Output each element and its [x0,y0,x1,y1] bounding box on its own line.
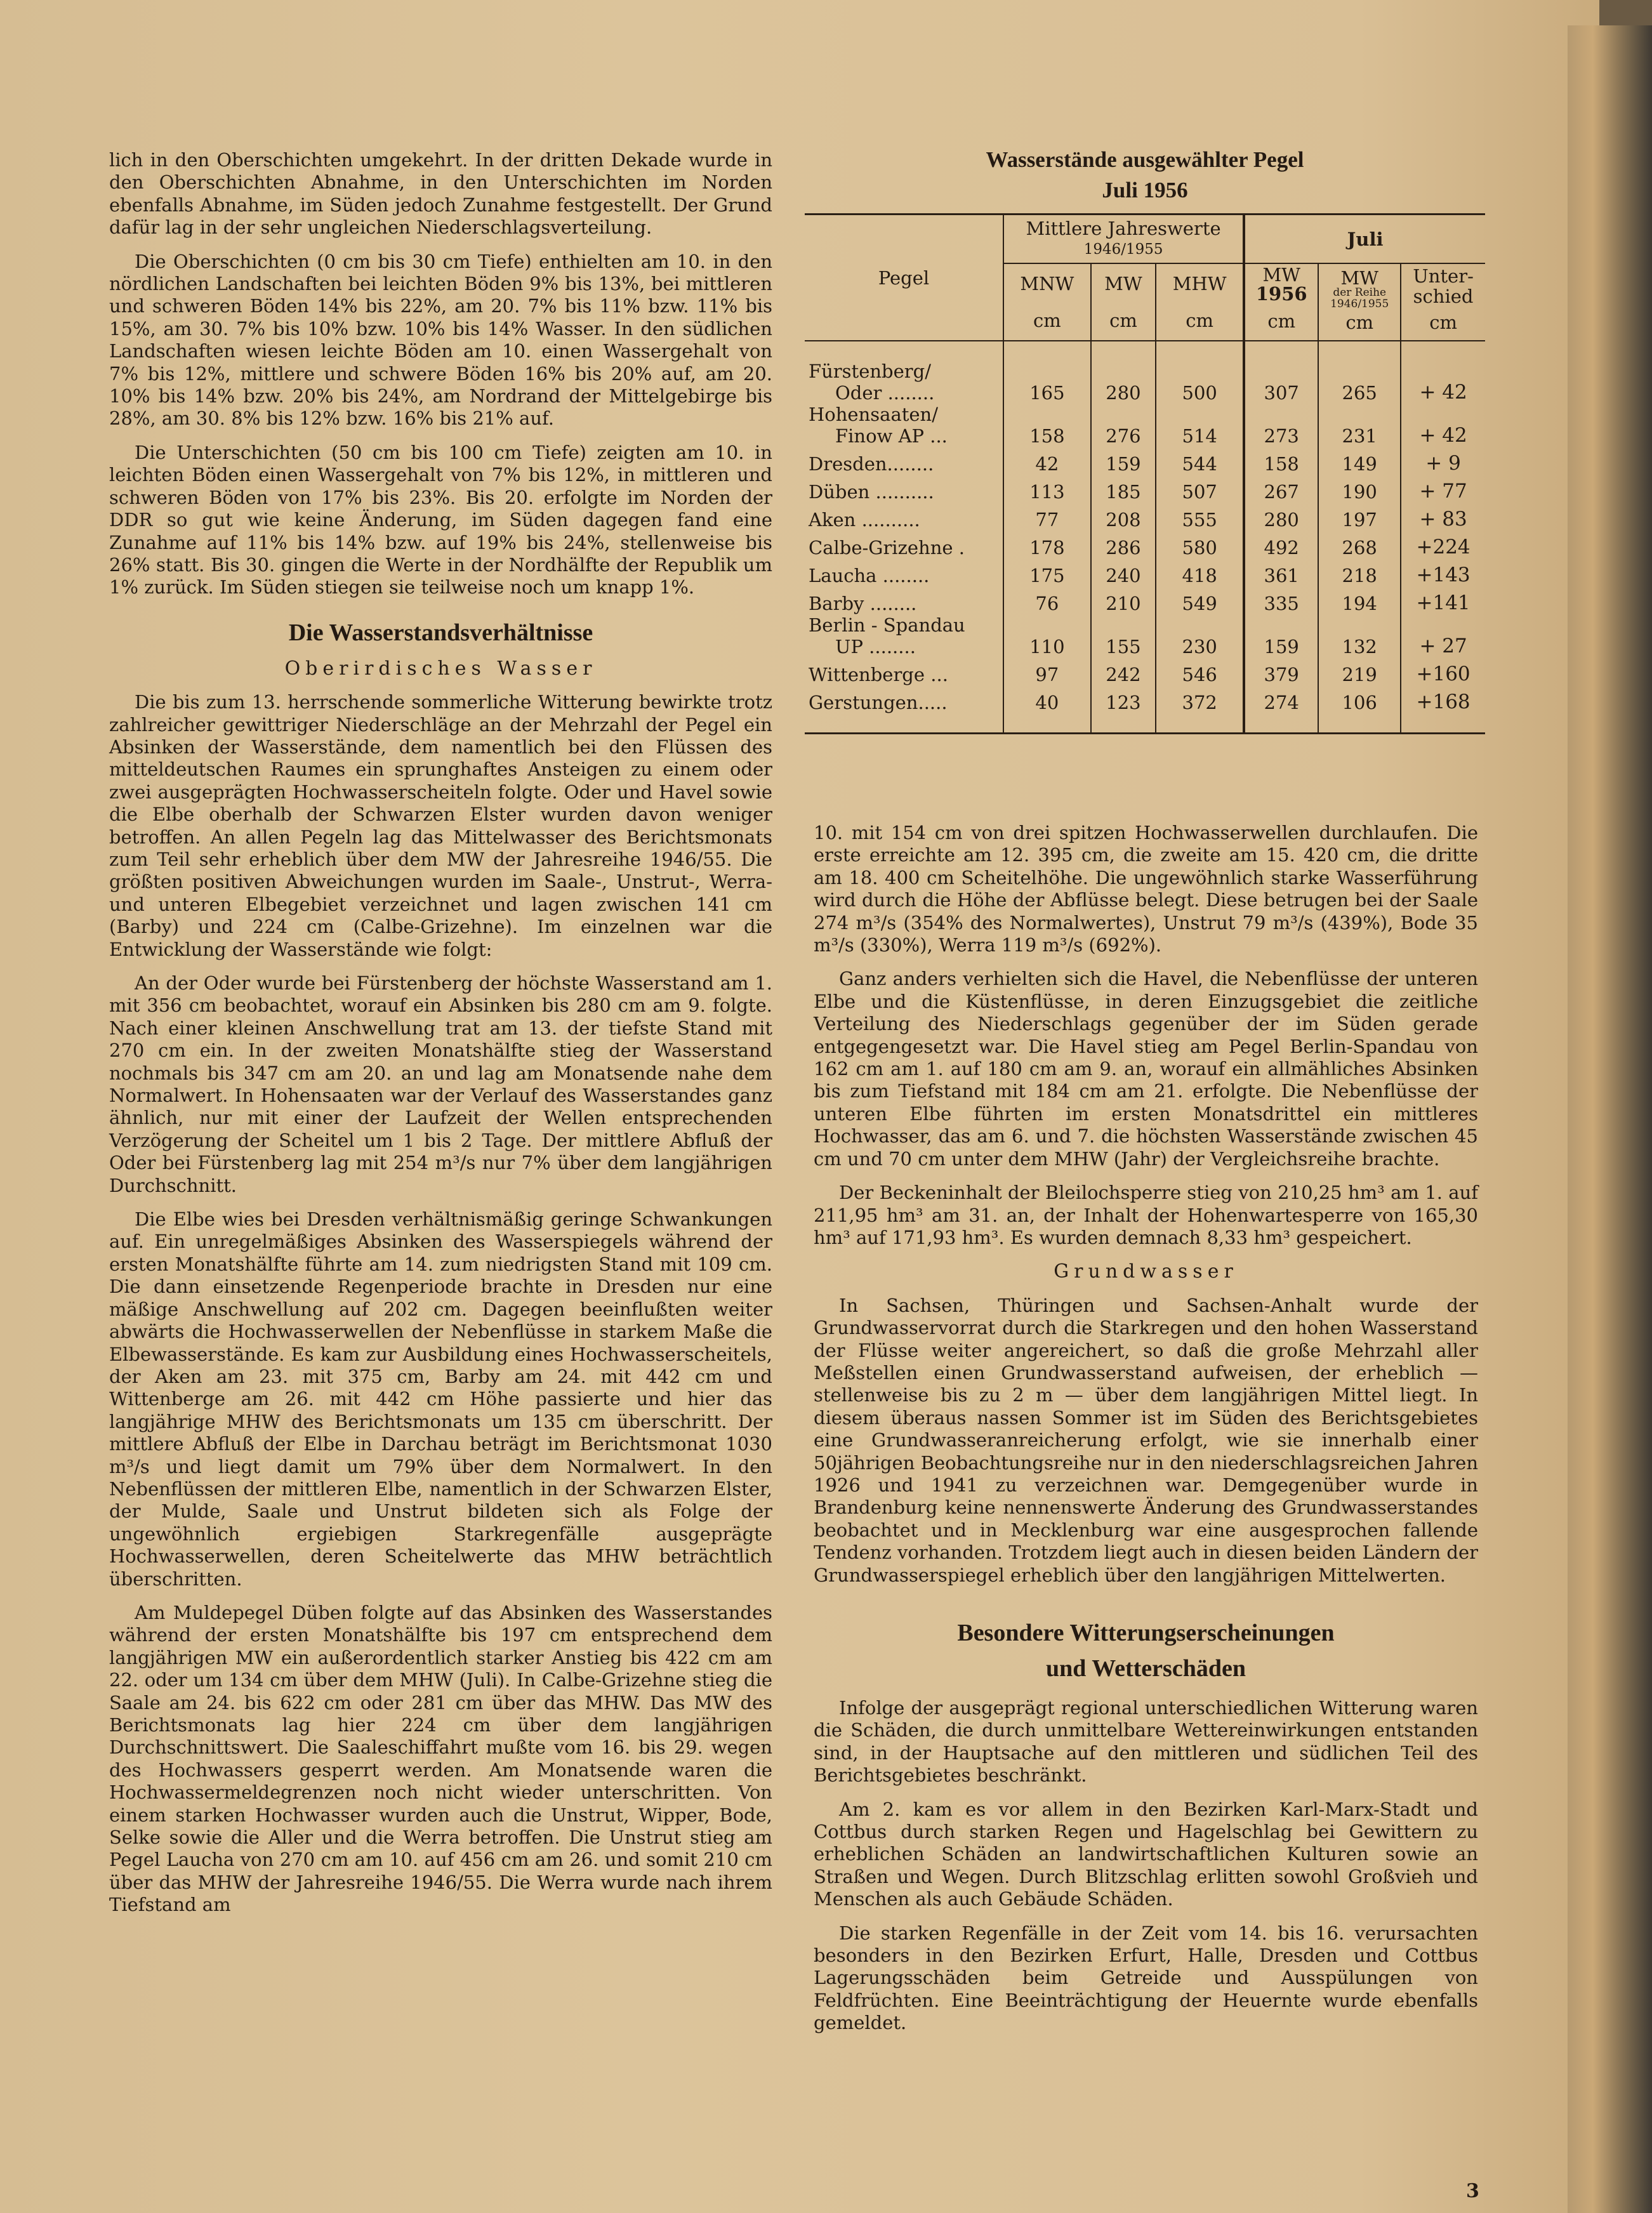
pegel-name: Calbe-Grizehne . [809,537,965,558]
pegel-cell [805,685,1003,734]
mw-cell: 185 [1091,475,1156,503]
header-pegel: Pegel [805,215,1003,341]
mw-reihe-cell: 106 [1318,685,1401,734]
pegel-name: Düben .......... [809,481,934,503]
water-level-table-block [805,145,1485,734]
table-row [805,558,1485,586]
mw-cell: 280 [1091,341,1156,404]
paragraph: Am 2. kam es vor allem in den Bezirken Karl-Marx-Stadt und Cottbus durch starken Regen und Hagelschlag bei Gewittern zu erheblichen Schäden an landwirtschaftlichen Kulturen sowie an Straßen und Wegen. Durch Blitzschlag erlitten sowohl Großvieh und Menschen als auch Gebäude Schäden. [814,1798,1478,1910]
header-mw-reihe [1318,263,1401,341]
paragraph: Die Elbe wies bei Dresden verhältnismäßig geringe Schwankungen auf. Ein unregelmäßiges Absinken des Wasserspiegels während der ersten Monatshälfte führte am 14. zum niedrigsten Stand mit 109 cm. Die dann einsetzende Regenperiode brachte in Dresden nur eine mäßige Anschwellung auf 202 cm. Dagegen beeinflußten weiter abwärts die Hochwasserwellen der Nebenflüsse in starkem Maße die Elbewasserstände. Es kam zur Ausbildung eines Hochwasserscheitels, der Aken am 23. mit 375 cm, Barby am 24. mit 442 cm und Wittenberge am 26. mit 442 cm Höhe passierte und hier das langjährige MHW des Berichtsmonats um 135 cm überschritt. Der mittlere Abfluß der Elbe in Darchau beträgt im Berichtsmonat 1030 m³/s und liegt damit um 79% über dem Normalwert. In den Nebenflüssen der mittleren Elbe, namentlich in der Schwarzen Elster, der Mulde, Saale und Unstrut bildeten sich als Folge der ungewöhnlich ergiebigen Starkregenfälle ausgeprägte Hochwasserwellen, deren Scheitelwerte das MHW beträchtlich überschritten. [109,1208,772,1590]
header-group-annual-years: 1946/1955 [1083,241,1163,258]
header-mw-1956-year: 1956 [1255,283,1307,305]
header-group-annual [1003,215,1244,264]
section-subheading: Grundwasser [1054,1260,1238,1283]
book-binding-edge [1568,25,1652,2213]
header-unit: cm [1429,312,1457,333]
header-unit: cm [1267,310,1296,332]
pegel-cell [805,475,1003,503]
paragraph: Am Muldepegel Düben folgte auf das Absinken des Wasserstandes während der ersten Monatshälfte bis 197 cm entsprechend dem langjährigen MW ein außerordentlich starker Anstieg bis 422 cm am 22. oder um 134 cm über dem MHW (Juli). In Calbe-Grizehne stieg die Saale am 24. bis 622 cm oder 281 cm über das MHW. Das MW des Berichtsmonats lag hier 224 cm über dem langjährigen Durchschnittswert. Die Saaleschiffahrt mußte vom 16. bis 29. wegen des Hochwassers gesperrt werden. Am Monatsende waren die Hochwassermeldegrenzen noch nicht wieder unterschritten. Von einem starken Hochwasser wurden auch die Unstrut, Wipper, Bode, Selke sowie die Aller und die Werra betroffen. Die Unstrut stieg am Pegel Laucha von 270 cm am 10. auf 456 cm am 26. und somit 210 cm über das MHW der Jahresreihe 1946/55. Die Werra wurde nach ihrem Tiefstand am [109,1601,772,1916]
table-row [805,531,1485,558]
pegel-name: Barby ........ [809,593,917,614]
mw-reihe-cell: 231 [1318,404,1401,447]
mnw-cell: 158 [1003,404,1091,447]
mw-reihe-cell: 197 [1318,503,1401,531]
section-heading-line2: und Wetterschäden [1046,1655,1246,1682]
table-row [805,586,1485,614]
mw-1956-cell: 335 [1244,586,1318,614]
table-row [805,685,1485,734]
pegel-name-line1: Berlin - Spandau [809,614,965,636]
mw-1956-cell: 158 [1244,447,1318,475]
paragraph: Der Beckeninhalt der Bleilochsperre stieg von 210,25 hm³ am 1. auf 211,95 hm³ am 31. an, der Inhalt der Hohenwartesperre von 165,30 hm³ auf 171,93 hm³. Es wurden demnach 8,33 hm³ gespeichert. [814,1182,1478,1248]
table-row [805,475,1485,503]
difference-cell: + 27 [1401,614,1485,657]
header-mw-1956-label: MW [1262,264,1300,286]
difference-cell: + 42 [1401,404,1485,447]
mnw-cell: 175 [1003,558,1091,586]
header-mw-1956 [1244,263,1318,341]
section-heading: Die Wasserstandsverhältnisse [288,619,593,646]
paragraph: lich in den Oberschichten umgekehrt. In der dritten Dekade wurde in den Oberschichten Abnahme, in den Unterschichten im Norden ebenfalls Abnahme, im Süden jedoch Zunahme festgestellt. Der Grund dafür lag in der sehr ungleichen Niederschlagsverteilung. [109,149,772,239]
header-difference-label-b: schied [1413,286,1474,307]
difference-cell: +143 [1401,558,1485,586]
header-mw-reihe-sub: der Reihe [1333,286,1387,299]
pegel-cell [805,447,1003,475]
paragraph: Die Oberschichten (0 cm bis 30 cm Tiefe) enthielten am 10. in den nördlichen Landschaften bei leichten Böden 9% bis 13%, bei mittleren und schweren Böden 14% bis 22%, am 20. 7% bis 11% bzw. 11% bis 15%, am 30. 7% bis 10% bzw. 10% bis 14% Wasser. In den südlichen Landschaften wiesen leichte Böden am 10. einen Wassergehalt von 7% bis 12%, mittlere und schwere Böden 16% bis 20% auf, am 20. 10% bis 14% bzw. 20% bis 24%, am Nordrand der Mittelgebirge bis 28%, am 30. 8% bis 12% bzw. 16% bis 21% auf. [109,250,772,430]
table-row [805,503,1485,531]
mhw-cell: 555 [1156,503,1244,531]
header-group-july: Juli [1244,215,1485,264]
mhw-cell: 230 [1156,614,1244,657]
mnw-cell: 165 [1003,341,1091,404]
mnw-cell: 97 [1003,657,1091,685]
paragraph: Die bis zum 13. herrschende sommerliche Witterung bewirkte trotz zahlreicher gewittriger Niederschläge an der Mehrzahl der Pegel ein Absinken der Wasserstände, dem namentlich bei den Flüssen des mitteldeutschen Raumes ein sprunghaftes Ansteigen zu einem oder zwei ausgeprägten Hochwasserscheiteln folgte. Oder und Havel sowie die Elbe oberhalb der Schwarzen Elster wurden davon weniger betroffen. An allen Pegeln lag das Mittelwasser des Berichtsmonats zum Teil sehr erheblich über dem MW der Jahresreihe 1946/55. Die größten positiven Abweichungen wurden im Saale-, Unstrut-, Werra- und unteren Elbegebiet verzeichnet und lagen zwischen 141 cm (Barby) und 224 cm (Calbe-Grizehne). Im einzelnen war die Entwicklung der Wasserstände wie folgt: [109,691,772,960]
difference-cell: + 77 [1401,475,1485,503]
paragraph: Ganz anders verhielten sich die Havel, die Nebenflüsse der unteren Elbe und die Küstenflüsse, in deren Einzugsgebiet die zeitliche Verteilung des Niederschlags gegenüber der im Süden gerade entgegengesetzt war. Die Havel stieg am Pegel Berlin-Spandau von 162 cm am 1. auf 180 cm am 9. an, worauf ein allmähliches Absinken bis zum Tiefstand mit 184 cm am 21. erfolgte. Die Nebenflüsse der unteren Elbe führten im ersten Monatsdrittel ein mittleres Hochwasser, das am 6. und 7. die höchsten Wasserstände zwischen 45 cm und 70 cm unter dem MHW (Jahr) der Vergleichsreihe brachte. [814,968,1478,1170]
table-row [805,657,1485,685]
mhw-cell: 418 [1156,558,1244,586]
section-subheading: Oberirdisches Wasser [284,657,597,680]
table-row [805,404,1485,447]
mnw-cell: 178 [1003,531,1091,558]
header-mnw [1003,263,1091,341]
pegel-name-line1: Hohensaaten/ [809,404,938,425]
table-body [805,341,1485,734]
mw-1956-cell: 307 [1244,341,1318,404]
mhw-cell: 546 [1156,657,1244,685]
mw-cell: 123 [1091,685,1156,734]
pegel-cell [805,531,1003,558]
mnw-cell: 42 [1003,447,1091,475]
difference-cell: + 83 [1401,503,1485,531]
table-row [805,614,1485,657]
mhw-cell: 544 [1156,447,1244,475]
mw-cell: 286 [1091,531,1156,558]
pegel-cell [805,558,1003,586]
mw-1956-cell: 267 [1244,475,1318,503]
mw-1956-cell: 274 [1244,685,1318,734]
mnw-cell: 76 [1003,586,1091,614]
header-difference [1401,263,1485,341]
mw-cell: 276 [1091,404,1156,447]
pegel-cell [805,614,1003,657]
paragraph: Die starken Regenfälle in der Zeit vom 14. bis 16. verursachten besonders in den Bezirken Erfurt, Halle, Dresden und Cottbus Lagerungsschäden beim Getreide und Ausspülungen von Feldfrüchten. Eine Beeinträchtigung der Heuernte wurde ebenfalls gemeldet. [814,1922,1478,2034]
paragraph: In Sachsen, Thüringen und Sachsen-Anhalt wurde der Grundwasservorrat durch die Starkregen und den hohen Wasserstand der Flüsse weiter angereichert, so daß die große Mehrzahl aller Meßstellen einen Grundwasserstand aufweisen, der erheblich — stellenweise bis zu 2 m — über dem langjährigen Mittel liegt. In diesem überaus nassen Sommer ist im Süden des Berichtsgebietes eine Grundwasseranreicherung erfolgt, wie sie innerhalb einer 50jährigen Beobachtungsreihe nur in den niederschlagsreichen Jahren 1926 und 1941 zu verzeichnen war. Demgegenüber wurde in Brandenburg keine nennenswerte Änderung des Grundwasserstandes beobachtet und in Mecklenburg war eine ausgesprochen fallende Tendenz vorhanden. Trotzdem liegt auch in diesen beiden Ländern der Grundwasserspiegel erheblich über den langjährigen Mittelwerten. [814,1294,1478,1586]
page-number: 3 [1466,2180,1479,2202]
mw-reihe-cell: 132 [1318,614,1401,657]
header-mhw [1156,263,1244,341]
mw-cell: 159 [1091,447,1156,475]
pegel-cell [805,586,1003,614]
table-subtitle: Juli 1956 [1102,178,1188,202]
mw-cell: 210 [1091,586,1156,614]
mw-reihe-cell: 265 [1318,341,1401,404]
mnw-cell: 113 [1003,475,1091,503]
mhw-cell: 372 [1156,685,1244,734]
mw-reihe-cell: 149 [1318,447,1401,475]
pegel-name-line2: UP ........ [835,636,916,657]
table-row [805,447,1485,475]
mhw-cell: 580 [1156,531,1244,558]
header-unit: cm [1186,310,1214,331]
left-column [109,149,772,1928]
pegel-name: Wittenberge ... [809,664,948,685]
header-mw [1091,263,1156,341]
mw-1956-cell: 379 [1244,657,1318,685]
header-group-annual-label: Mittlere Jahreswerte [1026,218,1221,239]
mw-cell: 155 [1091,614,1156,657]
table-row [805,341,1485,404]
header-mw-reihe-label: MW [1340,267,1378,289]
pegel-name-line2: Finow AP ... [835,425,948,447]
header-difference-label-a: Unter- [1413,265,1474,287]
pegel-name: Dresden........ [809,453,934,475]
pegel-cell [805,404,1003,447]
section-heading-line1: Besondere Witterungserscheinungen [957,1620,1335,1646]
mnw-cell: 40 [1003,685,1091,734]
mw-1956-cell: 159 [1244,614,1318,657]
mw-cell: 208 [1091,503,1156,531]
mw-1956-cell: 280 [1244,503,1318,531]
mhw-cell: 514 [1156,404,1244,447]
difference-cell: +160 [1401,657,1485,685]
difference-cell: + 9 [1401,447,1485,475]
difference-cell: +224 [1401,531,1485,558]
pegel-cell [805,657,1003,685]
pegel-cell [805,503,1003,531]
difference-cell: + 42 [1401,341,1485,404]
mw-reihe-cell: 218 [1318,558,1401,586]
mhw-cell: 500 [1156,341,1244,404]
header-mnw-label: MNW [1020,273,1074,294]
header-unit: cm [1033,310,1061,331]
mhw-cell: 549 [1156,586,1244,614]
right-column [814,822,1478,2046]
pegel-name: Gerstungen..... [809,692,948,713]
mw-reihe-cell: 268 [1318,531,1401,558]
mhw-cell: 507 [1156,475,1244,503]
difference-cell: +168 [1401,685,1485,734]
mw-1956-cell: 361 [1244,558,1318,586]
pegel-name: Laucha ........ [809,565,930,586]
header-mhw-label: MHW [1172,273,1227,294]
mw-cell: 242 [1091,657,1156,685]
mw-reihe-cell: 219 [1318,657,1401,685]
mw-cell: 240 [1091,558,1156,586]
pegel-cell [805,341,1003,404]
paragraph: Infolge der ausgeprägt regional unterschiedlichen Witterung waren die Schäden, die durch unmittelbare Wettereinwirkungen entstanden sind, in der Hauptsache auf den mittleren und südlichen Teil des Berichtsgebietes beschränkt. [814,1697,1478,1787]
mw-1956-cell: 492 [1244,531,1318,558]
mw-1956-cell: 273 [1244,404,1318,447]
header-mw-label: MW [1104,273,1142,294]
paragraph: An der Oder wurde bei Fürstenberg der höchste Wasserstand am 1. mit 356 cm beobachtet, worauf ein Absinken bis 280 cm am 9. folgte. Nach einer kleinen Anschwellung trat am 13. der tiefste Stand mit 270 cm ein. In der zweiten Monatshälfte stieg der Wasserstand nochmals bis 347 cm am 20. an und lag am Monatsende nahe dem Normalwert. In Hohensaaten war der Verlauf des Wasserstandes ganz ähnlich, nur mit einer der Laufzeit der Wellen entsprechenden Verzögerung der Scheitel um 1 bis 2 Tage. Der mittlere Abfluß der Oder bei Fürstenberg lag mit 254 m³/s nur 7% über dem langjährigen Durchschnitt. [109,972,772,1196]
pegel-name-line1: Fürstenberg/ [809,360,931,382]
header-unit: cm [1109,310,1137,331]
paragraph: Die Unterschichten (50 cm bis 100 cm Tiefe) zeigten am 10. in leichten Böden einen Wassergehalt von 7% bis 12%, in mittleren und schweren Böden von 17% bis 23%. Bis 20. erfolgte im Norden der DDR so gut wie keine Änderung, im Süden dagegen fand eine Zunahme auf 11% bis 14% bzw. auf 19% bis 24%, stellenweise bis 26% statt. Bis 30. gingen die Werte in der Nordhälfte der Republik um 1% zurück. Im Süden stiegen sie teilweise noch um knapp 1%. [109,441,772,598]
water-level-table [805,213,1485,734]
pegel-name-line2: Oder ........ [835,382,935,404]
table-title: Wasserstände ausgewählter Pegel [986,147,1304,172]
pegel-name: Aken .......... [809,509,920,531]
paragraph: 10. mit 154 cm von drei spitzen Hochwasserwellen durchlaufen. Die erste erreichte am 12. 395 cm, die zweite am 15. 420 cm, die dritte am 18. 400 cm Scheitelhöhe. Die ungewöhnlich starke Wasserführung wird durch die Höhe der Abflüsse belegt. Diese betrugen bei der Saale 274 m³/s (354% des Normalwertes), Unstrut 79 m³/s (439%), Bode 35 m³/s (330%), Werra 119 m³/s (692%). [814,822,1478,956]
header-unit: cm [1345,312,1374,333]
mnw-cell: 77 [1003,503,1091,531]
difference-cell: +141 [1401,586,1485,614]
mw-reihe-cell: 190 [1318,475,1401,503]
header-mw-reihe-years: 1946/1955 [1330,298,1389,310]
mw-reihe-cell: 194 [1318,586,1401,614]
mnw-cell: 110 [1003,614,1091,657]
